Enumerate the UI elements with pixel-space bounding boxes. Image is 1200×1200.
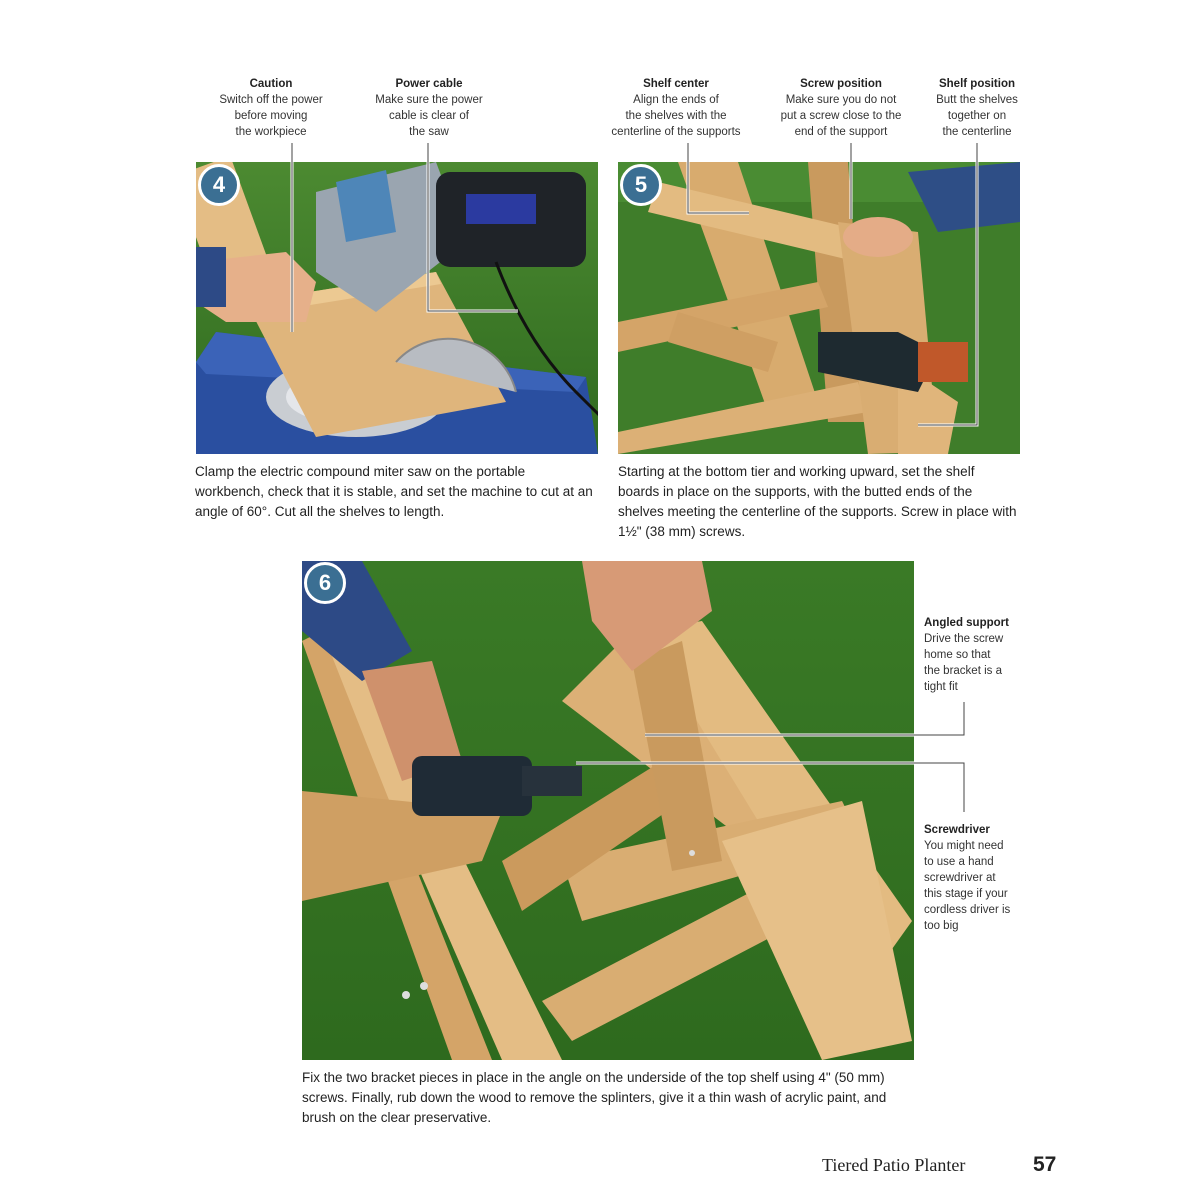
callout-angled-support: Angled support Drive the screw home so that the bracket is a tight fit bbox=[924, 617, 1009, 693]
callout-screwdriver: Screwdriver You might need to use a hand screwdriver at this stage if your cordless driver is too big bbox=[924, 824, 1011, 932]
step-4-badge: 4 bbox=[198, 164, 240, 206]
step-4-photo bbox=[196, 162, 598, 454]
step-6-caption: Fix the two bracket pieces in place in the angle on the underside of the top shelf using 4" (50 mm) screws. Finally, rub down the wood to remove the splinters, give it a thin wash of acrylic paint, and brush on the clear preservative. bbox=[302, 1070, 887, 1125]
step-5-caption: Starting at the bottom tier and working upward, set the shelf boards in place on the supports, with the butted ends of the shelves meeting the centerline of the supports. Screw in place with 1½" (38 mm) screws. bbox=[618, 464, 1017, 539]
callout-shelf-position: Shelf position Butt the shelves together on the centerline bbox=[936, 78, 1018, 138]
step-6-badge: 6 bbox=[304, 562, 346, 604]
step-5-photo bbox=[618, 162, 1020, 454]
page-number: 57 bbox=[1033, 1153, 1057, 1176]
callout-caution: Caution Switch off the power before moving the workpiece bbox=[219, 78, 323, 138]
callout-shelf-center: Shelf center Align the ends of the shelves with the centerline of the supports bbox=[611, 78, 741, 138]
step-6-photo bbox=[302, 561, 914, 1060]
callout-power-cable: Power cable Make sure the power cable is clear of the saw bbox=[375, 78, 483, 138]
step-5-badge: 5 bbox=[620, 164, 662, 206]
footer-title: Tiered Patio Planter bbox=[822, 1155, 966, 1175]
callout-screw-position: Screw position Make sure you do not put a screw close to the end of the support bbox=[780, 78, 902, 138]
step-4-caption: Clamp the electric compound miter saw on the portable workbench, check that it is stable, and set the machine to cut at an angle of 60°. Cut all the shelves to length. bbox=[195, 464, 593, 519]
